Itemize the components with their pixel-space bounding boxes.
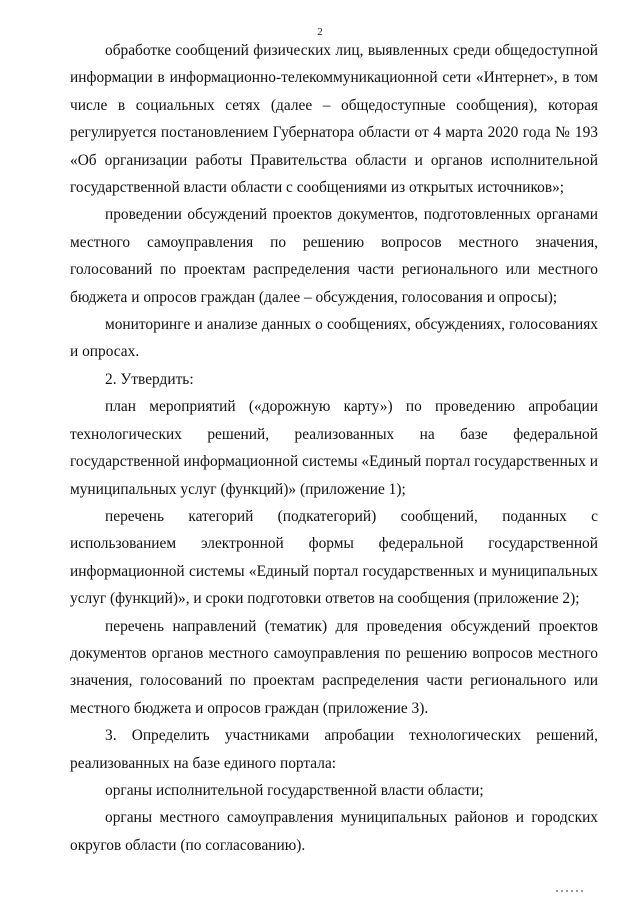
- document-body: [70, 37, 598, 859]
- paragraph-executive-bodies: органы исполнительной государственной власти области;: [105, 781, 484, 799]
- paragraph-topics: перечень направлений (тематик) для проведения обсуждений проектов документов органов местного самоуправления по решению вопросов местного значения, голосований по проектам распределения части регионального или местного бюджета и опросов граждан (приложение 3).: [70, 617, 598, 717]
- paragraph-approve-heading: 2. Утвердить:: [105, 370, 194, 388]
- paragraph-participants: 3. Определить участниками апробации технологических решений, реализованных на базе единого портала:: [70, 727, 598, 772]
- scan-artifact: [556, 890, 586, 892]
- paragraph-local-bodies: органы местного самоуправления муниципальных районов и городских округов области (по согласованию).: [70, 809, 598, 854]
- paragraph-monitoring: мониторинге и анализе данных о сообщениях, обсуждениях, голосованиях и опросах.: [70, 316, 598, 361]
- paragraph-roadmap: план мероприятий («дорожную карту») по проведению апробации технологических решений, реализованных на базе федеральной государственной информационной системы «Единый портал государственных и муниципальных услуг (функций)» (приложение 1);: [70, 398, 598, 498]
- page-number: 2: [317, 26, 323, 38]
- paragraph-categories: перечень категорий (подкатегорий) сообщений, поданных с использованием электронной формы федеральной государственной информационной системы «Единый портал государственных и муниципальных услуг (функций)», и сроки подготовки ответов на сообщения (приложение 2);: [70, 507, 598, 608]
- paragraph-public-messages: обработке сообщений физических лиц, выявленных среди общедоступной информации в информационно-телекоммуникационной сети «Интернет», в том числе в социальных сетях (далее – общедоступные сообщения), которая регулируется постановлением Губернатора области от 4 марта 2020 года № 193 «Об организации работы Правительства области и органов исполнительной государственной власти области с сообщениями из открытых источников»;: [70, 42, 598, 197]
- paragraph-discussions: проведении обсуждений проектов документов, подготовленных органами местного самоуправления по решению вопросов местного значения, голосований по проектам распределения части регионального или местного бюджета и опросов граждан (далее – обсуждения, голосования и опросы);: [70, 206, 598, 306]
